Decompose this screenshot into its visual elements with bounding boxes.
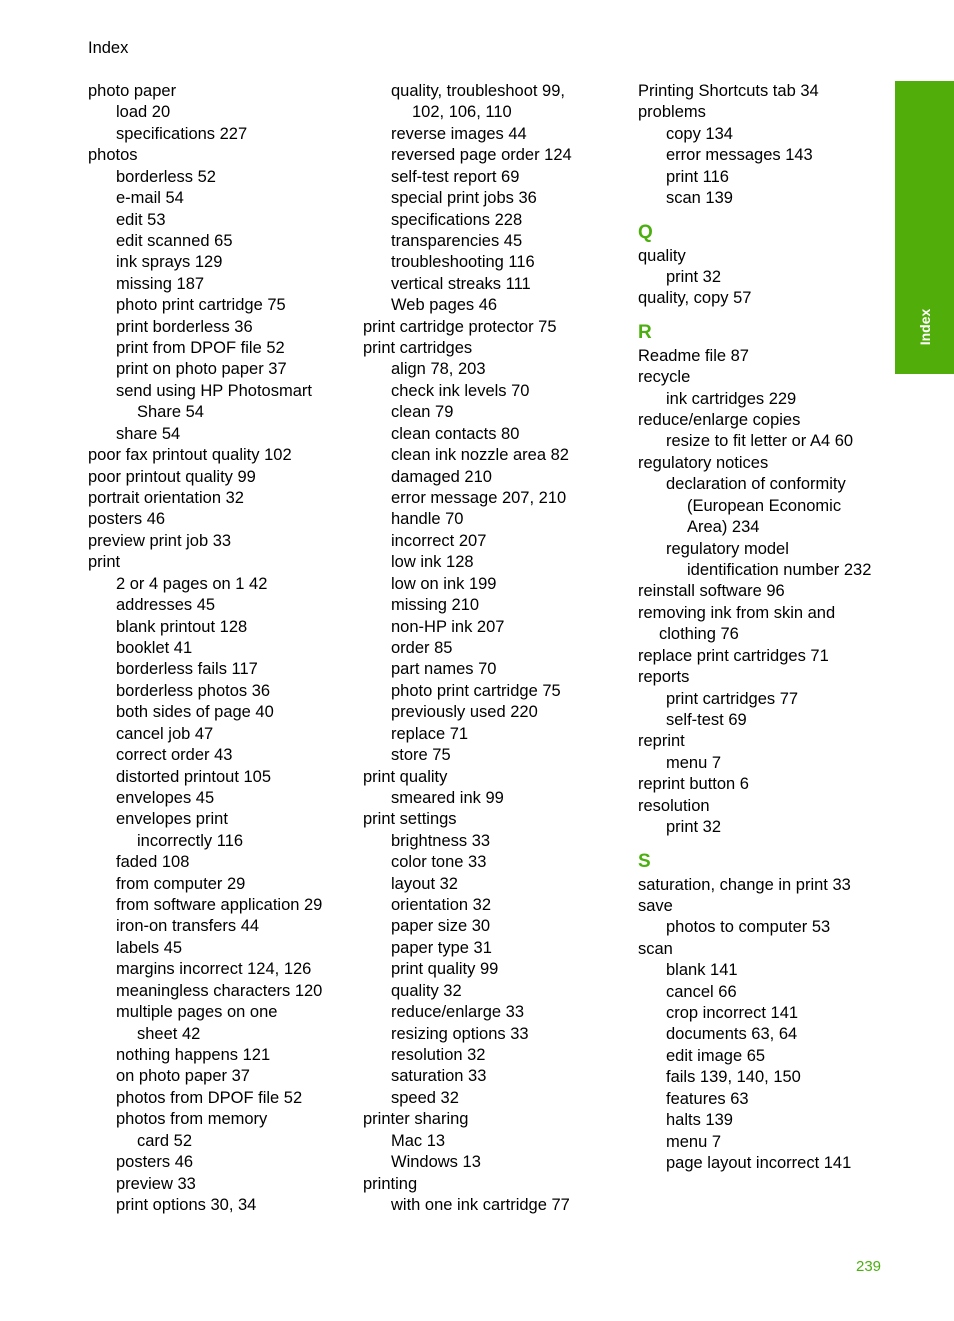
- index-subentry: menu 7: [666, 753, 722, 772]
- index-subentry: specifications 228: [391, 210, 523, 229]
- index-entry: poor fax printout quality 102: [88, 446, 292, 465]
- index-subentry: reduce/enlarge 33: [391, 1003, 525, 1022]
- index-subentry: regulatory model: [666, 539, 789, 558]
- index-subentry: blank 141: [666, 961, 738, 980]
- index-entry: poor printout quality 99: [88, 467, 256, 486]
- index-entry: scan: [638, 939, 673, 958]
- section-gap: [638, 210, 888, 220]
- index-subentry: edit 53: [116, 210, 166, 229]
- index-subentry: print 116: [666, 167, 729, 186]
- index-subentry: features 63: [666, 1089, 749, 1108]
- index-subentry: Windows 13: [391, 1153, 481, 1172]
- index-subentry: layout 32: [391, 874, 458, 893]
- index-subentry: copy 134: [666, 124, 733, 143]
- index-subentry: align 78, 203: [391, 360, 486, 379]
- index-entry: saturation, change in print 33: [638, 875, 851, 894]
- index-subentry: non-HP ink 207: [391, 617, 505, 636]
- index-entry: printer sharing: [363, 1110, 469, 1129]
- index-subentry: edit image 65: [666, 1046, 766, 1065]
- index-subentry: labels 45: [116, 938, 183, 957]
- index-subentry: low on ink 199: [391, 574, 497, 593]
- section-letter: R: [638, 321, 652, 343]
- index-subentry: both sides of page 40: [116, 703, 274, 722]
- index-subentry: print 32: [666, 818, 722, 837]
- index-subentry: troubleshooting 116: [391, 253, 535, 272]
- section-letter: S: [638, 850, 651, 872]
- index-subentry: error messages 143: [666, 146, 813, 165]
- index-entry: print quality: [363, 767, 448, 786]
- index-subentry: blank printout 128: [116, 617, 248, 636]
- index-subentry: check ink levels 70: [391, 381, 530, 400]
- index-entry: replace print cartridges 71: [638, 646, 829, 665]
- index-entry: quality: [638, 246, 686, 265]
- index-subentry: smeared ink 99: [391, 788, 504, 807]
- index-entry: reports: [638, 668, 690, 687]
- index-entry: reinstall software 96: [638, 582, 785, 601]
- index-subentry: ink cartridges 229: [666, 389, 797, 408]
- index-subentry: print from DPOF file 52: [116, 339, 285, 358]
- index-entry: save: [638, 896, 673, 915]
- index-subentry: Area) 234: [687, 518, 760, 537]
- index-subentry: borderless fails 117: [116, 660, 258, 679]
- index-subentry: reverse images 44: [391, 124, 527, 143]
- section-gap: [638, 839, 888, 849]
- index-subentry: error message 207, 210: [391, 489, 567, 508]
- index-subentry: color tone 33: [391, 853, 487, 872]
- index-entry: print cartridges: [363, 339, 473, 358]
- section-letter: Q: [638, 221, 653, 243]
- index-subentry: photo print cartridge 75: [391, 681, 561, 700]
- index-subentry: scan 139: [666, 189, 733, 208]
- index-subentry: edit scanned 65: [116, 231, 233, 250]
- index-subentry: share 54: [116, 424, 181, 443]
- index-entry: preview print job 33: [88, 531, 232, 550]
- index-subentry: brightness 33: [391, 831, 491, 850]
- index-subentry: print borderless 36: [116, 317, 253, 336]
- index-subentry: print quality 99: [391, 960, 499, 979]
- index-subentry: send using HP Photosmart: [116, 381, 312, 400]
- index-subentry: crop incorrect 141: [666, 1004, 799, 1023]
- index-subentry: vertical streaks 111: [391, 274, 531, 293]
- index-subentry: iron-on transfers 44: [116, 917, 260, 936]
- index-subentry: with one ink cartridge 77: [391, 1195, 570, 1214]
- index-side-tab: [895, 81, 954, 374]
- index-subentry: on photo paper 37: [116, 1067, 250, 1086]
- index-subentry: specifications 227: [116, 124, 248, 143]
- index-subentry: posters 46: [116, 1153, 194, 1172]
- index-entry: portrait orientation 32: [88, 489, 244, 508]
- index-subentry: incorrectly 116: [137, 831, 244, 850]
- index-subentry: handle 70: [391, 510, 464, 529]
- index-subentry: speed 32: [391, 1088, 459, 1107]
- index-subentry: paper size 30: [391, 917, 491, 936]
- index-subentry: 102, 106, 110: [412, 103, 512, 122]
- index-subentry: from software application 29: [116, 896, 323, 915]
- index-subentry: sheet 42: [137, 1024, 201, 1043]
- index-subentry: resizing options 33: [391, 1024, 529, 1043]
- index-entry: reprint button 6: [638, 775, 749, 794]
- index-column-1: [88, 81, 350, 1216]
- index-subentry: envelopes 45: [116, 788, 215, 807]
- index-subentry: borderless photos 36: [116, 681, 271, 700]
- index-subentry: transparencies 45: [391, 231, 523, 250]
- index-column-2: [363, 81, 625, 1216]
- index-subentry: margins incorrect 124, 126: [116, 960, 312, 979]
- index-entry: print settings: [363, 810, 457, 829]
- index-subentry: halts 139: [666, 1111, 733, 1130]
- index-subentry: clean ink nozzle area 82: [391, 446, 569, 465]
- index-subentry: replace 71: [391, 724, 469, 743]
- index-subentry: cancel 66: [666, 982, 737, 1001]
- index-entry: print cartridge protector 75: [363, 317, 557, 336]
- index-entry: photos: [88, 146, 138, 165]
- index-subentry: Share 54: [137, 403, 204, 422]
- index-subentry: clean 79: [391, 403, 454, 422]
- index-subentry: clean contacts 80: [391, 424, 520, 443]
- index-subentry: Web pages 46: [391, 296, 498, 315]
- index-subentry: faded 108: [116, 853, 190, 872]
- index-subentry: order 85: [391, 638, 453, 657]
- index-subentry: low ink 128: [391, 553, 474, 572]
- index-subentry: Mac 13: [391, 1131, 446, 1150]
- index-subentry: 2 or 4 pages on 1 42: [116, 574, 268, 593]
- index-subentry: declaration of conformity: [666, 475, 846, 494]
- index-subentry: meaningless characters 120: [116, 981, 323, 1000]
- index-subentry: borderless 52: [116, 167, 216, 186]
- index-entry: regulatory notices: [638, 453, 769, 472]
- index-entry: photo paper: [88, 82, 177, 100]
- index-subentry: orientation 32: [391, 896, 491, 915]
- index-subentry: print 32: [666, 267, 722, 286]
- index-subentry: addresses 45: [116, 596, 216, 615]
- index-subentry: correct order 43: [116, 746, 233, 765]
- index-subentry: e-mail 54: [116, 189, 184, 208]
- index-entry: reprint: [638, 732, 685, 751]
- index-subentry: clothing 76: [659, 625, 739, 644]
- index-subentry: quality, troubleshoot 99,: [391, 82, 565, 100]
- index-entry: recycle: [638, 368, 691, 387]
- page-header: Index: [88, 39, 129, 57]
- index-subentry: documents 63, 64: [666, 1025, 798, 1044]
- index-subentry: identification number 232: [687, 561, 872, 580]
- index-subentry: quality 32: [391, 981, 462, 1000]
- index-column-3: [638, 81, 888, 1174]
- index-subentry: print options 30, 34: [116, 1195, 257, 1214]
- index-subentry: photo print cartridge 75: [116, 296, 286, 315]
- index-subentry: photos to computer 53: [666, 918, 831, 937]
- index-subentry: cancel job 47: [116, 724, 214, 743]
- index-subentry: booklet 41: [116, 638, 193, 657]
- index-entry: reduce/enlarge copies: [638, 411, 801, 430]
- index-subentry: preview 33: [116, 1174, 196, 1193]
- index-subentry: missing 210: [391, 596, 480, 615]
- index-subentry: multiple pages on one: [116, 1003, 278, 1022]
- index-entry: Readme file 87: [638, 346, 749, 365]
- index-subentry: print on photo paper 37: [116, 360, 287, 379]
- index-subentry: part names 70: [391, 660, 497, 679]
- index-subentry: distorted printout 105: [116, 767, 272, 786]
- index-subentry: fails 139, 140, 150: [666, 1068, 801, 1087]
- index-subentry: paper type 31: [391, 938, 492, 957]
- index-subentry: resolution 32: [391, 1045, 486, 1064]
- section-gap: [638, 310, 888, 320]
- index-subentry: damaged 210: [391, 467, 492, 486]
- index-subentry: ink sprays 129: [116, 253, 223, 272]
- index-subentry: menu 7: [666, 1132, 722, 1151]
- index-subentry: load 20: [116, 103, 171, 122]
- index-entry: resolution: [638, 796, 710, 815]
- index-subentry: reversed page order 124: [391, 146, 572, 165]
- index-tab-label: Index: [916, 308, 933, 346]
- index-subentry: special print jobs 36: [391, 189, 537, 208]
- index-subentry: previously used 220: [391, 703, 538, 722]
- index-subentry: photos from DPOF file 52: [116, 1088, 303, 1107]
- index-subentry: page layout incorrect 141: [666, 1153, 852, 1172]
- index-subentry: self-test report 69: [391, 167, 520, 186]
- index-subentry: resize to fit letter or A4 60: [666, 432, 854, 451]
- index-subentry: card 52: [137, 1131, 193, 1150]
- index-subentry: missing 187: [116, 274, 205, 293]
- index-subentry: nothing happens 121: [116, 1045, 271, 1064]
- index-subentry: envelopes print: [116, 810, 228, 829]
- index-subentry: (European Economic: [687, 496, 842, 515]
- index-entry: removing ink from skin and: [638, 603, 836, 622]
- index-subentry: from computer 29: [116, 874, 246, 893]
- index-subentry: print cartridges 77: [666, 689, 799, 708]
- index-entry: printing: [363, 1174, 418, 1193]
- index-subentry: incorrect 207: [391, 531, 487, 550]
- index-entry: Printing Shortcuts tab 34: [638, 82, 819, 100]
- index-subentry: saturation 33: [391, 1067, 487, 1086]
- index-entry: print: [88, 553, 121, 572]
- index-subentry: self-test 69: [666, 710, 747, 729]
- page-number: 239: [856, 1258, 882, 1275]
- index-entry: posters 46: [88, 510, 166, 529]
- index-entry: problems: [638, 103, 706, 122]
- index-subentry: photos from memory: [116, 1110, 268, 1129]
- index-subentry: store 75: [391, 746, 451, 765]
- index-entry: quality, copy 57: [638, 289, 752, 308]
